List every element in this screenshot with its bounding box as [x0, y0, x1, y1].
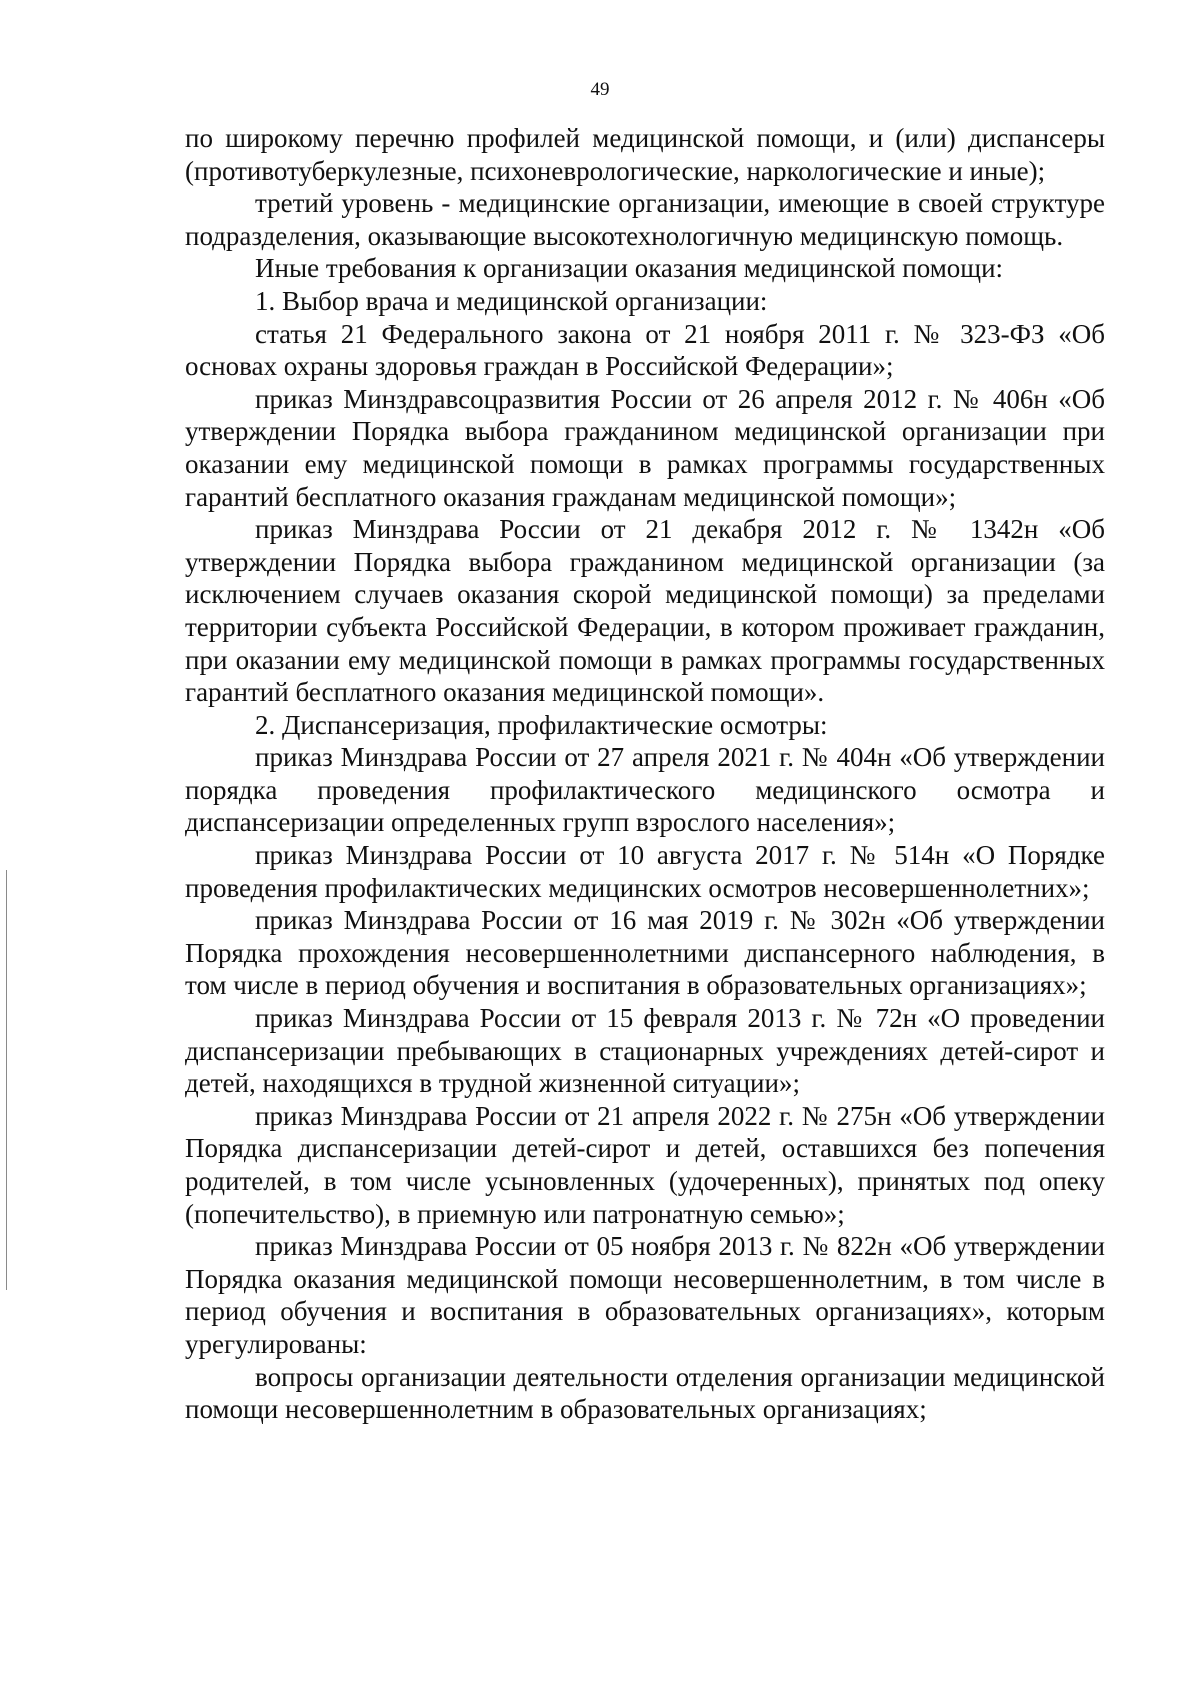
paragraph: Иные требования к организации оказания медицинской помощи: — [255, 253, 1004, 284]
paragraph: по широкому перечню профилей медицинской помощи, и (или) диспансеры (противотуберкулезные, психоневрологические, наркологические и иные); — [185, 123, 1105, 186]
paragraph: приказ Минздрава России от 10 августа 2017 г. № 514н «О Порядке проведения профилактических медицинских осмотров несовершеннолетних»; — [185, 840, 1105, 903]
paragraph: вопросы организации деятельности отделения организации медицинской помощи несовершеннолетним в образовательных организациях; — [185, 1361, 1105, 1425]
paragraph: 1. Выбор врача и медицинской организации: — [255, 285, 768, 316]
paragraph: приказ Минздрава России от 16 мая 2019 г. № 302н «Об утверждении Порядка прохождения несовершеннолетними диспансерного наблюдения, в том числе в период обучения и воспитания в образовательных организациях»; — [185, 905, 1105, 1001]
paragraph: третий уровень - медицинские организации, имеющие в своей структуре подразделения, оказывающие высокотехнологичную медицинскую помощь. — [185, 188, 1105, 251]
paragraph: приказ Минздрава России от 05 ноября 2013 г. № 822н «Об утверждении Порядка оказания медицинской помощи несовершеннолетним, в том числе в период обучения и воспитания в образовательных организациях», которым урегулированы: — [185, 1231, 1105, 1359]
document-body — [185, 122, 1105, 1426]
page-number: 49 — [590, 79, 610, 100]
paragraph: статья 21 Федерального закона от 21 ноября 2011 г. № 323-ФЗ «Об основах охраны здоровья граждан в Российской Федерации»; — [185, 318, 1105, 382]
paragraph: приказ Минздрава России от 21 декабря 2012 г. № 1342н «Об утверждении Порядка выбора гражданином медицинской организации (за исключением случаев оказания скорой медицинской помощи) за пределами территории субъекта Российской Федерации, в котором проживает гражданин, при оказании ему медицинской помощи в рамках программы государственных гарантий бесплатного оказания медицинской помощи». — [185, 514, 1105, 708]
paragraph: приказ Минздрава России от 15 февраля 2013 г. № 72н «О проведении диспансеризации пребывающих в стационарных учреждениях детей-сирот и детей, находящихся в трудной жизненной ситуации»; — [185, 1003, 1105, 1099]
paragraph: приказ Минздравсоцразвития России от 26 апреля 2012 г. № 406н «Об утверждении Порядка выбора гражданином медицинской организации при оказании ему медицинской помощи в рамках программы государственных гарантий бесплатного оказания гражданам медицинской помощи»; — [185, 383, 1105, 512]
paragraph: 2. Диспансеризация, профилактические осмотры: — [255, 709, 828, 740]
paragraph: приказ Минздрава России от 21 апреля 2022 г. № 275н «Об утверждении Порядка диспансеризации детей-сирот и детей, оставшихся без попечения родителей, в том числе усыновленных (удочеренных), принятых под опеку (попечительство), в приемную или патронатную семью»; — [185, 1100, 1105, 1229]
scan-edge-line — [6, 870, 7, 1290]
paragraph: приказ Минздрава России от 27 апреля 2021 г. № 404н «Об утверждении порядка проведения профилактического медицинского осмотра и диспансеризации определенных групп взрослого населения»; — [185, 742, 1105, 838]
